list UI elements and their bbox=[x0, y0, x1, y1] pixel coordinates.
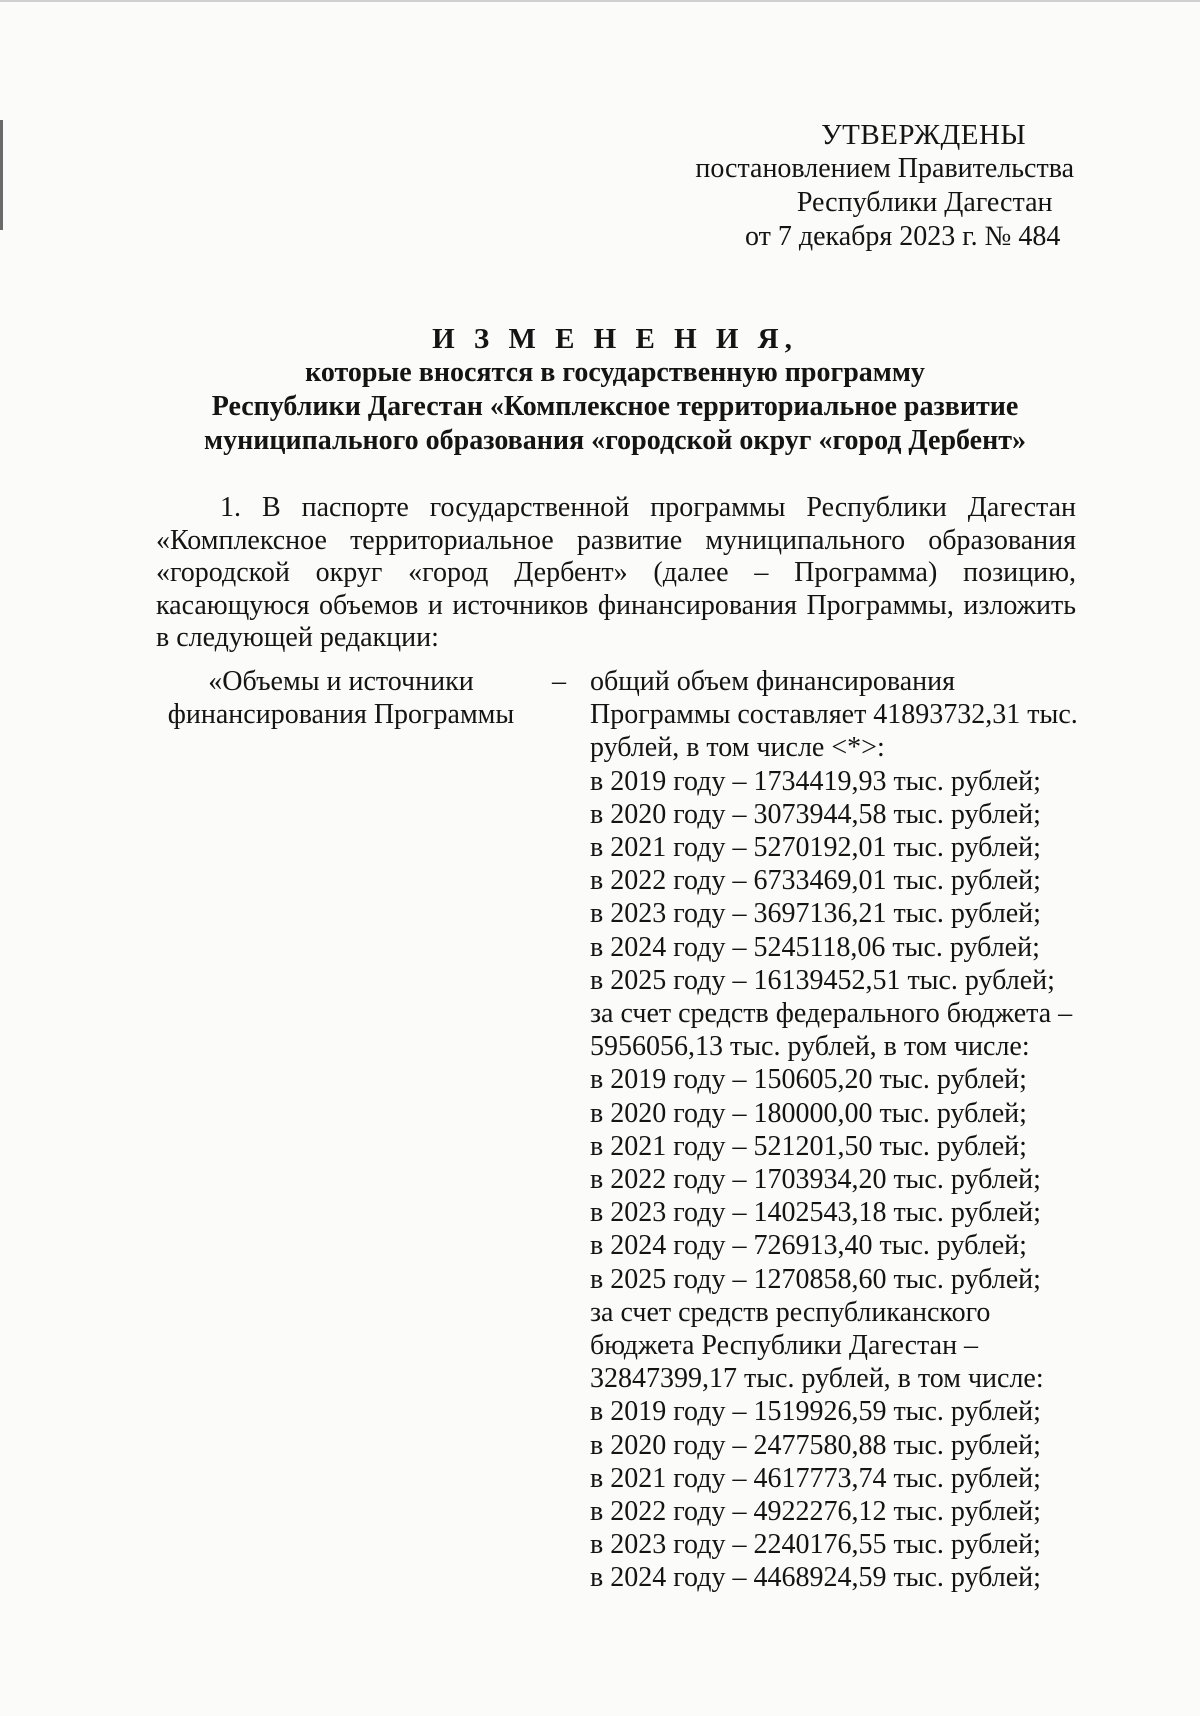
title-heading: И З М Е Н Е Н И Я, bbox=[432, 323, 798, 355]
funding-value-line: в 2019 году – 1734419,93 тыс. рублей; bbox=[590, 765, 1041, 797]
paragraph-line: «городской округ «город Дербент» (далее – Программа) позицию, bbox=[156, 557, 1076, 588]
funding-value-line: рублей, в том числе <*>: bbox=[590, 732, 885, 764]
funding-values bbox=[590, 665, 1090, 1595]
funding-value-line: за счет средств федерального бюджета – bbox=[590, 998, 1073, 1030]
scan-edge-left bbox=[0, 120, 3, 230]
funding-value-line: в 2021 году – 521201,50 тыс. рублей; bbox=[590, 1130, 1027, 1162]
paragraph-line: 1. В паспорте государственной программы Республики Дагестан bbox=[220, 492, 1076, 523]
funding-value-line: в 2021 году – 4617773,74 тыс. рублей; bbox=[590, 1462, 1041, 1494]
funding-label-line-2: финансирования Программы bbox=[167, 699, 515, 731]
funding-value-line: бюджета Республики Дагестан – bbox=[590, 1330, 979, 1362]
funding-value-line: в 2023 году – 1402543,18 тыс. рублей; bbox=[590, 1197, 1041, 1229]
document-title bbox=[150, 322, 1080, 458]
funding-value-line: общий объем финансирования bbox=[590, 666, 956, 697]
title-line-3: муниципального образования «городской округ «город Дербент» bbox=[204, 425, 1026, 456]
approval-line-3: Республики Дагестан bbox=[796, 187, 1053, 218]
funding-value-line: в 2019 году – 150605,20 тыс. рублей; bbox=[590, 1064, 1027, 1096]
scan-edge-top bbox=[0, 0, 1200, 2]
body-paragraph bbox=[156, 492, 1076, 655]
funding-label-line-1: «Объемы и источники bbox=[208, 666, 474, 697]
funding-value-line: в 2019 году – 1519926,59 тыс. рублей; bbox=[590, 1396, 1041, 1428]
paragraph-line: «Комплексное территориальное развитие муниципального образования bbox=[156, 524, 1076, 556]
approval-line-2: постановлением Правительства bbox=[695, 153, 1074, 184]
funding-value-line: в 2021 году – 5270192,01 тыс. рублей; bbox=[590, 832, 1041, 864]
funding-value-line: в 2022 году – 4922276,12 тыс. рублей; bbox=[590, 1496, 1041, 1528]
funding-value-line: за счет средств республиканского bbox=[590, 1296, 991, 1328]
funding-value-line: в 2024 году – 726913,40 тыс. рублей; bbox=[590, 1230, 1027, 1262]
funding-value-line: в 2025 году – 16139452,51 тыс. рублей; bbox=[590, 964, 1055, 996]
approval-stamp bbox=[695, 118, 1074, 254]
funding-value-line: в 2020 году – 3073944,58 тыс. рублей; bbox=[590, 798, 1041, 830]
funding-value-line: в 2022 году – 6733469,01 тыс. рублей; bbox=[590, 865, 1041, 897]
funding-value-line: в 2023 году – 2240176,55 тыс. рублей; bbox=[590, 1529, 1041, 1561]
funding-value-line: в 2022 году – 1703934,20 тыс. рублей; bbox=[590, 1164, 1041, 1196]
approval-line-4: от 7 декабря 2023 г. № 484 bbox=[745, 221, 1061, 252]
title-line-1: которые вносятся в государственную программу bbox=[305, 357, 925, 388]
funding-value-line: 5956056,13 тыс. рублей, в том числе: bbox=[590, 1031, 1030, 1063]
funding-dash: – bbox=[552, 666, 566, 697]
funding-value-line: в 2025 году – 1270858,60 тыс. рублей; bbox=[590, 1263, 1041, 1295]
paragraph-line: в следующей редакции: bbox=[156, 622, 439, 653]
funding-label bbox=[156, 665, 526, 731]
funding-value-line: в 2023 году – 3697136,21 тыс. рублей; bbox=[590, 898, 1041, 930]
title-line-2: Республики Дагестан «Комплексное территориальное развитие bbox=[211, 391, 1019, 422]
funding-value-line: в 2024 году – 5245118,06 тыс. рублей; bbox=[590, 931, 1040, 963]
paragraph-line: касающуюся объемов и источников финансирования Программы, изложить bbox=[156, 589, 1076, 621]
funding-value-line: в 2020 году – 2477580,88 тыс. рублей; bbox=[590, 1429, 1041, 1461]
funding-value-line: в 2024 году – 4468924,59 тыс. рублей; bbox=[590, 1562, 1041, 1594]
funding-value-line: в 2020 году – 180000,00 тыс. рублей; bbox=[590, 1097, 1027, 1129]
approval-title: УТВЕРЖДЕНЫ bbox=[821, 119, 1027, 151]
funding-value-line: 32847399,17 тыс. рублей, в том числе: bbox=[590, 1363, 1044, 1395]
funding-value-line: Программы составляет 41893732,31 тыс. bbox=[590, 699, 1078, 731]
